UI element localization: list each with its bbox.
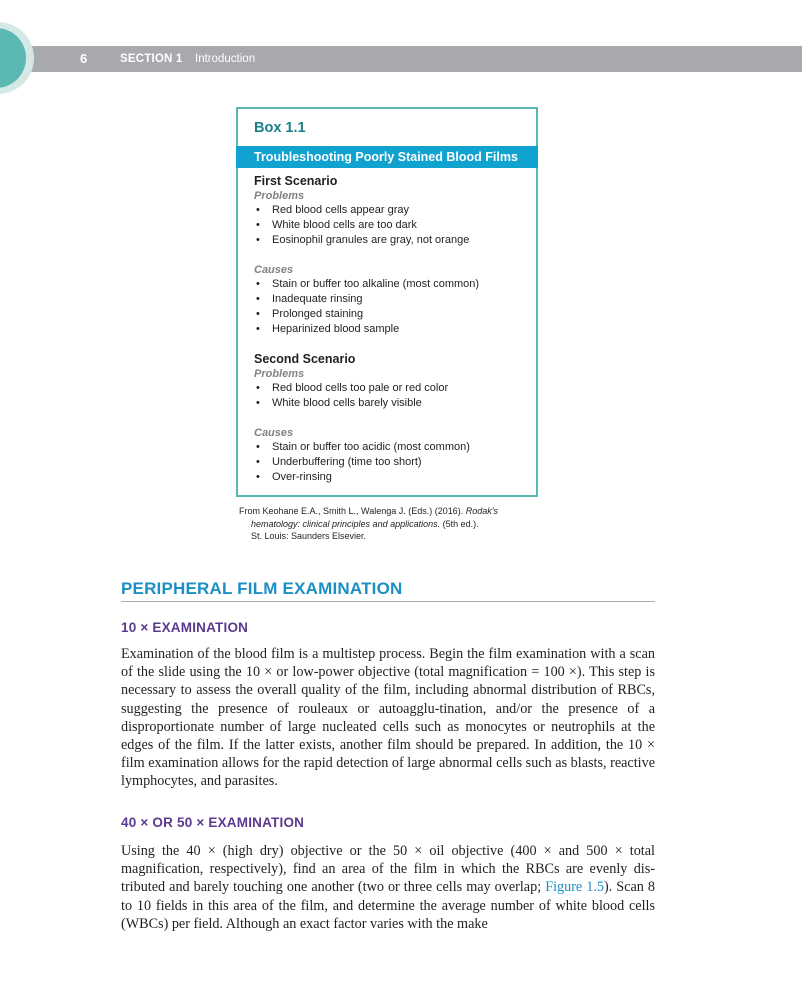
- box-title: Troubleshooting Poorly Stained Blood Films: [236, 146, 538, 168]
- list-item: • White blood cells barely visible: [254, 396, 524, 411]
- credit-publisher: St. Louis: Saunders Elsevier.: [251, 531, 367, 541]
- chapter-label: Introduction: [195, 53, 256, 65]
- subheading-10x: 10 × EXAMINATION: [121, 620, 249, 635]
- box-content: [254, 173, 524, 485]
- first-causes-list: [254, 277, 524, 337]
- figure-link[interactable]: Figure 1.5: [545, 879, 604, 896]
- credit-title-cont: hematology: clinical principles and applications.: [251, 518, 441, 529]
- problems-label: Problems: [254, 190, 305, 202]
- list-item: • Underbuffering (time too short): [254, 455, 524, 470]
- paragraph-40x-50x: [121, 842, 655, 933]
- paragraph-text-cont: ). Scan 8 to 10 fields in this area of the film, and determine the average number of white blood cells (WBCs) per field. Although an exact factor varies with the make: [121, 879, 656, 932]
- page-number: 6: [80, 51, 88, 66]
- box-1-1: [236, 107, 538, 497]
- credit-edition: (5th ed.).: [440, 518, 479, 529]
- box-credit: [239, 505, 541, 543]
- list-item: • Prolonged staining: [254, 307, 524, 322]
- causes-label: Causes: [254, 427, 294, 439]
- first-scenario-heading: First Scenario: [254, 174, 338, 188]
- second-problems-list: [254, 381, 524, 411]
- subheading-40x-50x: 40 × OR 50 × EXAMINATION: [121, 815, 305, 830]
- list-item: • Red blood cells too pale or red color: [254, 381, 524, 396]
- list-item: • Stain or buffer too alkaline (most common): [254, 277, 524, 292]
- second-causes-list: [254, 440, 524, 485]
- list-item: • Red blood cells appear gray: [254, 203, 524, 218]
- list-item: • White blood cells are too dark: [254, 218, 524, 233]
- list-item: • Eosinophil granules are gray, not orange: [254, 233, 524, 248]
- paragraph-text: Using the 40 × (high dry) objective or the 50 × oil objective (400 × and 500 × total magnification, respectively), find an area of the film in which the RBCs are evenly dis-tributed and barely touching one another (two or three cells may overlap;: [121, 843, 655, 896]
- first-problems-list: [254, 203, 524, 248]
- list-item: • Heparinized blood sample: [254, 322, 524, 337]
- credit-title: Rodak's: [465, 506, 498, 516]
- paragraph-10x: Examination of the blood film is a multistep process. Begin the film examination with a scan of the slide using the 10 × or low-power objective (total magnification = 100 ×). This step is necessary to assess the overall quality of the film, including abnormal distribution of RBCs, suggesting the presence of rouleaux or autoagglu-tination, and/or the presence of a disproportionate number of large nucleated cells such as monocytes or neutrophils at the edges of the film. If the latter exists, another film should be prepared. In addition, the 10 × film examination allows for the rapid detection of large abnormal cells such as blasts, reactive lymphocytes, and parasites.: [121, 646, 655, 790]
- credit-text: From Keohane E.A., Smith L., Walenga J. (Eds.) (2016).: [239, 506, 466, 516]
- causes-label: Causes: [254, 264, 294, 276]
- heading-rule: [121, 601, 655, 602]
- section-heading: PERIPHERAL FILM EXAMINATION: [121, 579, 403, 598]
- list-item: • Stain or buffer too acidic (most common): [254, 440, 524, 455]
- second-scenario-heading: Second Scenario: [254, 352, 356, 366]
- list-item: • Over-rinsing: [254, 470, 524, 485]
- section-label: SECTION 1: [120, 53, 183, 65]
- problems-label: Problems: [254, 368, 305, 380]
- list-item: • Inadequate rinsing: [254, 292, 524, 307]
- box-label: Box 1.1: [254, 120, 306, 136]
